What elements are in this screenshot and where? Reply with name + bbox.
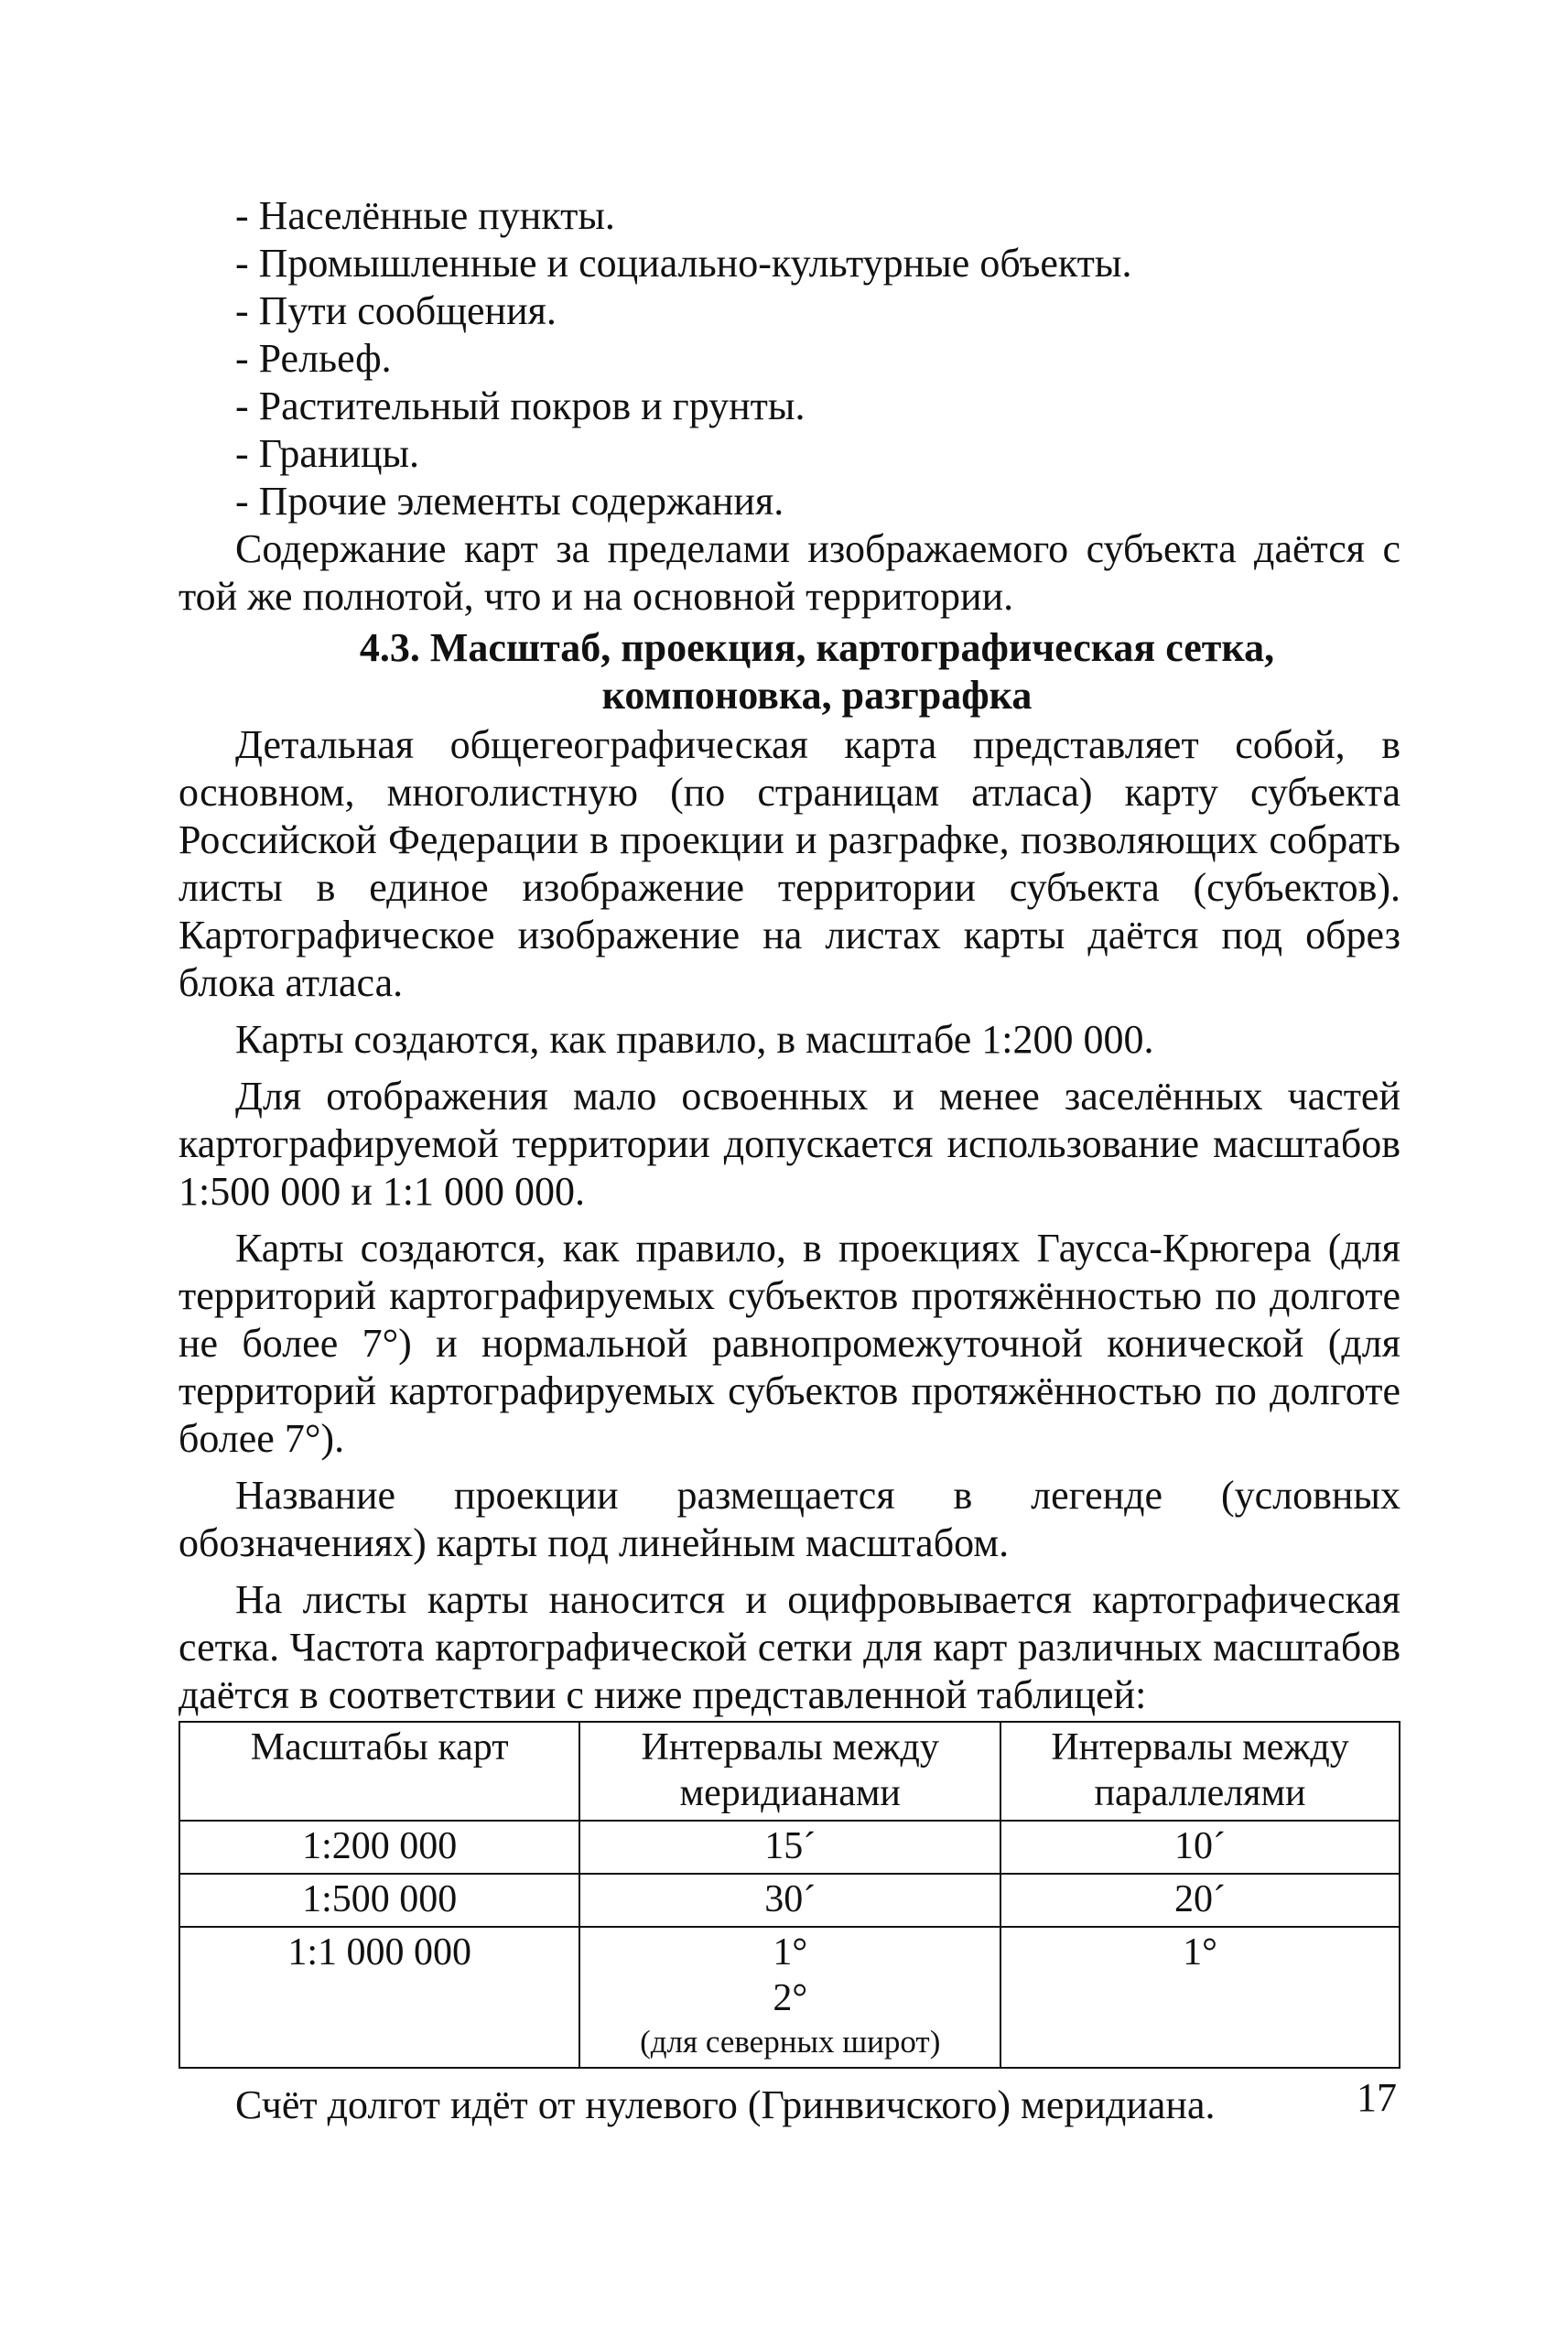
paragraph-grid: На листы карты наносится и оцифровывается картографическая сетка. Частота картографической сетки для карт различных масштабов даётся в соответствии с ниже представленной таблицей:: [178, 1577, 1400, 1717]
list-item: - Пути сообщения.: [235, 288, 557, 333]
table-row: [179, 1821, 1400, 1874]
table-cell-parallels: 1°: [1000, 1927, 1400, 2068]
table-cell-meridians: [579, 1927, 1000, 2068]
paragraph-other-scales: Для отображения мало освоенных и менее заселённых частей картографируемой территории допускается использование масштабов 1:500 000 и 1:1 000 000.: [178, 1074, 1400, 1214]
north-latitudes-note: (для северных широт): [640, 2024, 941, 2060]
list-item: - Рельеф.: [235, 336, 392, 381]
page-number: 17: [1357, 2075, 1397, 2120]
paragraph-scale: Карты создаются, как правило, в масштабе 1:200 000.: [235, 1017, 1154, 1062]
list-item: - Границы.: [235, 431, 420, 476]
table-cell-meridians: 30´: [579, 1874, 1000, 1927]
table-row: [179, 1874, 1400, 1927]
list-item: - Растительный покров и грунты.: [235, 384, 806, 428]
table-cell-scale: 1:1 000 000: [179, 1927, 579, 2068]
list-item: - Населённые пункты.: [235, 193, 615, 238]
paragraph-detailed-map: Детальная общегеографическая карта представляет собой, в основном, многолистную (по страницам атласа) карту субъекта Российской Федерации в проекции и разграфке, позволяющих собрать листы в единое изображение территории субъекта (субъектов). Картографическое изображение на листах карты даётся под обрез блока атласа.: [178, 722, 1400, 1005]
longitude-note: Счёт долгот идёт от нулевого (Гринвичского) меридиана.: [235, 2082, 1216, 2127]
table-cell-scale: 1:500 000: [179, 1874, 579, 1927]
list-item: - Промышленные и социально-культурные объекты.: [235, 241, 1132, 286]
table-header-row: [179, 1722, 1400, 1821]
table-header-scale: Масштабы карт: [179, 1722, 579, 1821]
grid-interval-table: [178, 1721, 1400, 2069]
section-heading: [178, 624, 1400, 719]
content-paragraph: Содержание карт за пределами изображаемого субъекта даётся с той же полнотой, что и на основной территории.: [178, 526, 1400, 619]
list-item: - Прочие элементы содержания.: [235, 479, 784, 524]
table-header-meridians: Интервалы между меридианами: [579, 1722, 1000, 1821]
content-list: [178, 192, 1400, 525]
table-cell-scale: 1:200 000: [179, 1821, 579, 1874]
table-header-parallels: Интервалы между параллелями: [1000, 1722, 1400, 1821]
table-cell-parallels: 20´: [1000, 1874, 1400, 1927]
table-row: [179, 1927, 1400, 2068]
paragraph-projection-name: Название проекции размещается в легенде (условных обозначениях) карты под линейным масштабом.: [178, 1473, 1400, 1565]
meridian-interval: 1°: [773, 1931, 808, 1974]
meridian-interval-north: 2°: [773, 1977, 808, 2019]
table-cell-meridians: 15´: [579, 1821, 1000, 1874]
section-heading-line1: 4.3. Масштаб, проекция, картографическая сетка,: [359, 625, 1275, 670]
document-page: [178, 192, 1400, 2129]
table-cell-parallels: 10´: [1000, 1821, 1400, 1874]
section-heading-line2: компоновка, разграфка: [601, 673, 1033, 718]
paragraph-projections: Карты создаются, как правило, в проекциях Гаусса-Крюгера (для территорий картографируемых субъектов протяжённостью по долготе не более 7°) и нормальной равнопромежуточной конической (для территорий картографируемых субъектов протяжённостью по долготе более 7°).: [178, 1226, 1400, 1461]
